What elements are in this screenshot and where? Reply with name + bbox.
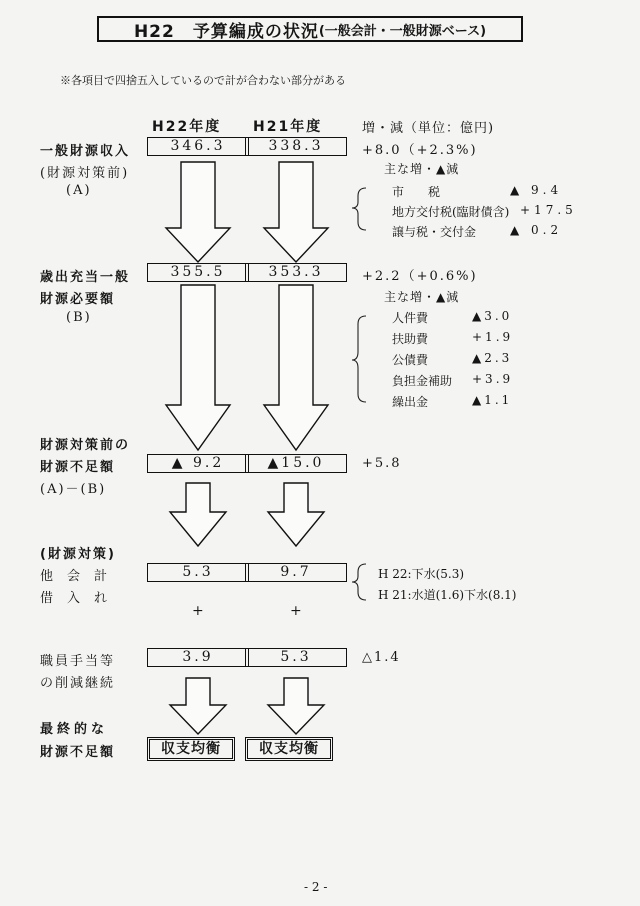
page-subtitle: (一般会計・一般財源ベース) bbox=[318, 23, 487, 39]
value-d-h21: 9.7 bbox=[245, 563, 347, 582]
label-borrowing: 借入れ bbox=[40, 591, 122, 606]
detail-value: ▲1.1 bbox=[472, 393, 513, 407]
label-required: 財源必要額 bbox=[40, 292, 116, 307]
label-other-account: 他会計 bbox=[40, 569, 122, 584]
label-b: (B) bbox=[66, 310, 92, 325]
arrow-down-icon bbox=[166, 162, 230, 262]
plus-h22: + bbox=[192, 603, 204, 619]
detail-name: 地方交付税(臨財債含) bbox=[392, 205, 510, 219]
value-a-h21: 338.3 bbox=[245, 137, 347, 156]
column-header-h21: H21年度 bbox=[253, 119, 323, 135]
column-header-change: 増・減（単位：億円) bbox=[362, 121, 495, 136]
page-title: H22 予算編成の状況 bbox=[133, 21, 319, 42]
bracket-a bbox=[352, 188, 366, 230]
detail-name: 繰出金 bbox=[392, 395, 429, 409]
detail-title-a: 主な増・▲減 bbox=[384, 162, 460, 176]
detail-value: ▲ 0.2 bbox=[510, 223, 563, 237]
value-a-h22: 346.3 bbox=[147, 137, 249, 156]
arrow-down-icon bbox=[268, 678, 324, 734]
detail-value: +3.9 bbox=[472, 372, 514, 386]
plus-h21: + bbox=[290, 603, 302, 619]
detail-value: +1.9 bbox=[472, 330, 514, 344]
detail-d-h21: H 21:水道(1.6)下水(8.1) bbox=[378, 588, 517, 602]
detail-row bbox=[392, 372, 552, 389]
detail-row bbox=[392, 223, 592, 240]
detail-name: 公債費 bbox=[392, 353, 429, 367]
change-b: +2.2（+0.6%) bbox=[362, 269, 478, 284]
label-a: (A) bbox=[66, 183, 92, 198]
arrow-down-icon bbox=[268, 483, 324, 546]
label-measures: (財源対策) bbox=[40, 547, 116, 562]
bracket-b bbox=[352, 316, 366, 402]
change-a: +8.0（+2.3%) bbox=[362, 143, 478, 158]
bracket-d bbox=[352, 564, 366, 600]
arrow-down-icon bbox=[170, 483, 226, 546]
column-header-h22: H22年度 bbox=[152, 119, 222, 135]
detail-row bbox=[392, 183, 592, 200]
value-b-h21: 353.3 bbox=[245, 263, 347, 282]
label-final: 最終的な bbox=[40, 722, 109, 737]
label-general-revenue: 一般財源収入 bbox=[40, 144, 131, 159]
value-c-h22: ▲ 9.2 bbox=[147, 454, 249, 473]
change-e: △1.4 bbox=[362, 650, 401, 665]
page-number: - 2 - bbox=[304, 880, 328, 894]
arrow-down-icon bbox=[264, 285, 328, 450]
value-e-h22: 3.9 bbox=[147, 648, 249, 667]
label-expenditure: 歳出充当一般 bbox=[40, 270, 131, 285]
value-e-h21: 5.3 bbox=[245, 648, 347, 667]
value-f-h21: 収支均衡 bbox=[245, 737, 333, 761]
change-c: +5.8 bbox=[362, 456, 402, 471]
detail-name: 市 税 bbox=[392, 185, 441, 199]
detail-name: 譲与税・交付金 bbox=[392, 225, 477, 239]
detail-name: 扶助費 bbox=[392, 332, 429, 346]
label-staff-allowance: 職員手当等 bbox=[40, 654, 116, 669]
arrow-down-icon bbox=[170, 678, 226, 734]
detail-value: ▲ 9.4 bbox=[510, 183, 563, 197]
detail-row bbox=[392, 203, 592, 220]
label-final-shortfall: 財源不足額 bbox=[40, 745, 116, 760]
detail-row bbox=[392, 309, 552, 326]
detail-row bbox=[392, 351, 552, 368]
value-c-h21: ▲15.0 bbox=[245, 454, 347, 473]
label-shortfall-before: 財源対策前の bbox=[40, 438, 131, 453]
arrow-down-icon bbox=[264, 162, 328, 262]
detail-value: ▲2.3 bbox=[472, 351, 513, 365]
value-f-h22: 収支均衡 bbox=[147, 737, 235, 761]
label-continued-cut: の削減継続 bbox=[40, 676, 116, 691]
detail-row bbox=[392, 393, 552, 410]
value-b-h22: 355.5 bbox=[147, 263, 249, 282]
detail-row bbox=[392, 330, 552, 347]
label-before-measures: (財源対策前) bbox=[40, 166, 130, 181]
rounding-note: ※各項目で四捨五入しているので計が合わない部分がある bbox=[60, 74, 346, 87]
label-shortfall: 財源不足額 bbox=[40, 460, 116, 475]
detail-d-h22: H 22:下水(5.3) bbox=[378, 567, 465, 581]
label-a-minus-b: (A)－(B) bbox=[40, 482, 107, 497]
detail-value: ▲3.0 bbox=[472, 309, 513, 323]
detail-title-b: 主な増・▲減 bbox=[384, 290, 460, 304]
detail-value: +17.5 bbox=[520, 203, 577, 217]
value-d-h22: 5.3 bbox=[147, 563, 249, 582]
detail-name: 負担金補助 bbox=[392, 374, 453, 388]
arrow-down-icon bbox=[166, 285, 230, 450]
detail-name: 人件費 bbox=[392, 311, 429, 325]
